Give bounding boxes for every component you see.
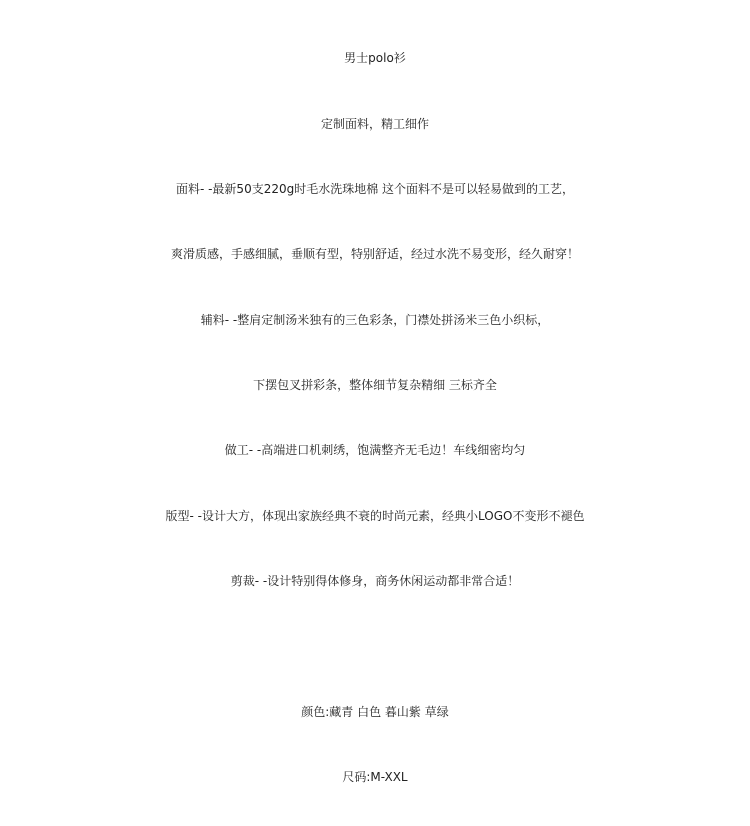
color-options: 颜色:藏青 白色 暮山紫 草绿 [301, 705, 449, 719]
cut-description: 剪裁- -设计特别得体修身，商务休闲运动都非常合适！ [230, 574, 520, 588]
fabric-feel-description: 爽滑质感，手感细腻，垂顺有型，特别舒适，经过水洗不易变形，经久耐穿！ [170, 247, 579, 261]
product-title: 男士polo衫 [344, 51, 406, 65]
workmanship-description: 做工- -高端进口机刺绣，饱满整齐无毛边！车线细密均匀 [224, 443, 526, 457]
tagline: 定制面料，精工细作 [320, 117, 429, 131]
fabric-description: 面料- -最新50支220g时毛水洗珠地棉 这个面料不是可以轻易做到的工艺， [175, 182, 575, 196]
size-options: 尺码:M-XXL [342, 770, 408, 784]
hem-description: 下摆包叉拼彩条，整体细节复杂精细 三标齐全 [253, 378, 497, 392]
fit-description: 版型- -设计大方，体现出家族经典不衰的时尚元素，经典小LOGO不变形不褪色 [165, 509, 585, 523]
trim-description: 辅料- -整肩定制汤米独有的三色彩条，门襟处拼汤米三色小织标， [200, 313, 550, 327]
